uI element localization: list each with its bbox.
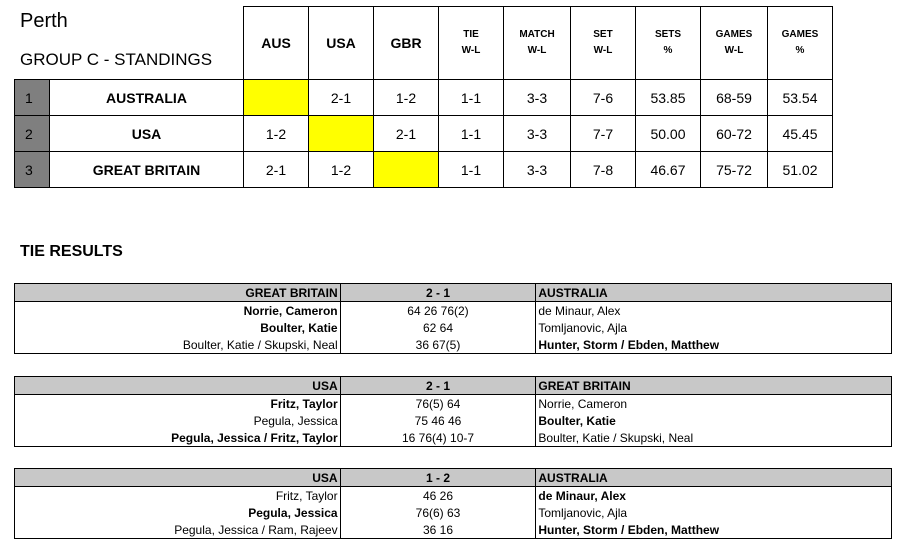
tie-score: 2 - 1 — [340, 284, 536, 302]
tie-score: 1 - 2 — [340, 469, 536, 487]
tie-right-team: GREAT BRITAIN — [536, 377, 892, 395]
sets-pct-cell: 50.00 — [636, 116, 701, 152]
match-right-player: de Minaur, Alex — [536, 302, 892, 320]
tie-results-title: TIE RESULTS — [20, 243, 123, 260]
tie-header-row — [15, 469, 892, 487]
standings-row — [15, 152, 833, 188]
team-cell: AUSTRALIA — [50, 80, 244, 116]
position-cell: 1 — [15, 80, 50, 116]
vs-usa-cell: 2-1 — [309, 80, 374, 116]
match-row — [15, 487, 892, 505]
match-score: 46 26 — [340, 487, 536, 505]
tie-result-table — [14, 468, 892, 539]
match-row — [15, 521, 892, 539]
tie-right-team: AUSTRALIA — [536, 469, 892, 487]
match-right-player: Tomljanovic, Ajla — [536, 319, 892, 336]
set-wl-cell: 7-7 — [571, 116, 636, 152]
vs-aus-cell: 1-2 — [244, 116, 309, 152]
tie-right-team: AUSTRALIA — [536, 284, 892, 302]
col-header-aus: AUS — [244, 7, 309, 80]
tie-left-team: USA — [15, 469, 341, 487]
col-header-tie: TIE W-L — [439, 7, 504, 80]
match-right-player: de Minaur, Alex — [536, 487, 892, 505]
sets-pct-cell: 46.67 — [636, 152, 701, 188]
match-score: 36 67(5) — [340, 336, 536, 354]
col-header-usa: USA — [309, 7, 374, 80]
match-left-player: Fritz, Taylor — [15, 487, 341, 505]
match-row — [15, 429, 892, 447]
tie-wl-cell: 1-1 — [439, 152, 504, 188]
col-header-sets-pct: SETS % — [636, 7, 701, 80]
match-wl-cell: 3-3 — [504, 80, 571, 116]
games-wl-cell: 68-59 — [701, 80, 768, 116]
match-left-player: Pegula, Jessica / Fritz, Taylor — [15, 429, 341, 447]
match-row — [15, 504, 892, 521]
match-right-player: Hunter, Storm / Ebden, Matthew — [536, 521, 892, 539]
col-header-games-pct: GAMES % — [768, 7, 833, 80]
match-left-player: Fritz, Taylor — [15, 395, 341, 413]
match-score: 62 64 — [340, 319, 536, 336]
match-left-player: Pegula, Jessica — [15, 504, 341, 521]
standings-row — [15, 116, 833, 152]
tie-header-row — [15, 284, 892, 302]
col-header-set: SET W-L — [571, 7, 636, 80]
match-right-player: Norrie, Cameron — [536, 395, 892, 413]
vs-gbr-cell: 1-2 — [374, 80, 439, 116]
games-pct-cell: 53.54 — [768, 80, 833, 116]
vs-usa-cell: 1-2 — [309, 152, 374, 188]
match-score: 36 16 — [340, 521, 536, 539]
match-row — [15, 336, 892, 354]
match-left-player: Norrie, Cameron — [15, 302, 341, 320]
col-header-match: MATCH W-L — [504, 7, 571, 80]
sets-pct-cell: 53.85 — [636, 80, 701, 116]
team-cell: USA — [50, 116, 244, 152]
match-right-player: Boulter, Katie / Skupski, Neal — [536, 429, 892, 447]
tie-left-team: GREAT BRITAIN — [15, 284, 341, 302]
match-wl-cell: 3-3 — [504, 116, 571, 152]
self-cell — [309, 116, 374, 152]
match-row — [15, 412, 892, 429]
match-score: 75 46 46 — [340, 412, 536, 429]
self-cell — [374, 152, 439, 188]
match-right-player: Hunter, Storm / Ebden, Matthew — [536, 336, 892, 354]
match-left-player: Boulter, Katie / Skupski, Neal — [15, 336, 341, 354]
vs-aus-cell: 2-1 — [244, 152, 309, 188]
set-wl-cell: 7-6 — [571, 80, 636, 116]
match-score: 16 76(4) 10-7 — [340, 429, 536, 447]
match-right-player: Tomljanovic, Ajla — [536, 504, 892, 521]
self-cell — [244, 80, 309, 116]
match-row — [15, 302, 892, 320]
tie-score: 2 - 1 — [340, 377, 536, 395]
city-title: Perth — [20, 10, 68, 32]
tie-result-table — [14, 283, 892, 354]
games-wl-cell: 60-72 — [701, 116, 768, 152]
match-score: 64 26 76(2) — [340, 302, 536, 320]
set-wl-cell: 7-8 — [571, 152, 636, 188]
games-pct-cell: 45.45 — [768, 116, 833, 152]
match-wl-cell: 3-3 — [504, 152, 571, 188]
match-right-player: Boulter, Katie — [536, 412, 892, 429]
match-row — [15, 395, 892, 413]
match-row — [15, 319, 892, 336]
group-standings-title: GROUP C - STANDINGS — [20, 50, 213, 69]
team-cell: GREAT BRITAIN — [50, 152, 244, 188]
tie-wl-cell: 1-1 — [439, 116, 504, 152]
position-cell: 2 — [15, 116, 50, 152]
standings-row — [15, 80, 833, 116]
tie-header-row — [15, 377, 892, 395]
match-left-player: Pegula, Jessica — [15, 412, 341, 429]
match-score: 76(5) 64 — [340, 395, 536, 413]
vs-gbr-cell: 2-1 — [374, 116, 439, 152]
tie-wl-cell: 1-1 — [439, 80, 504, 116]
tie-left-team: USA — [15, 377, 341, 395]
col-header-gbr: GBR — [374, 7, 439, 80]
col-header-games: GAMES W-L — [701, 7, 768, 80]
tie-result-table — [14, 376, 892, 447]
standings-table — [14, 6, 833, 188]
games-wl-cell: 75-72 — [701, 152, 768, 188]
match-left-player: Pegula, Jessica / Ram, Rajeev — [15, 521, 341, 539]
games-pct-cell: 51.02 — [768, 152, 833, 188]
match-score: 76(6) 63 — [340, 504, 536, 521]
match-left-player: Boulter, Katie — [15, 319, 341, 336]
position-cell: 3 — [15, 152, 50, 188]
